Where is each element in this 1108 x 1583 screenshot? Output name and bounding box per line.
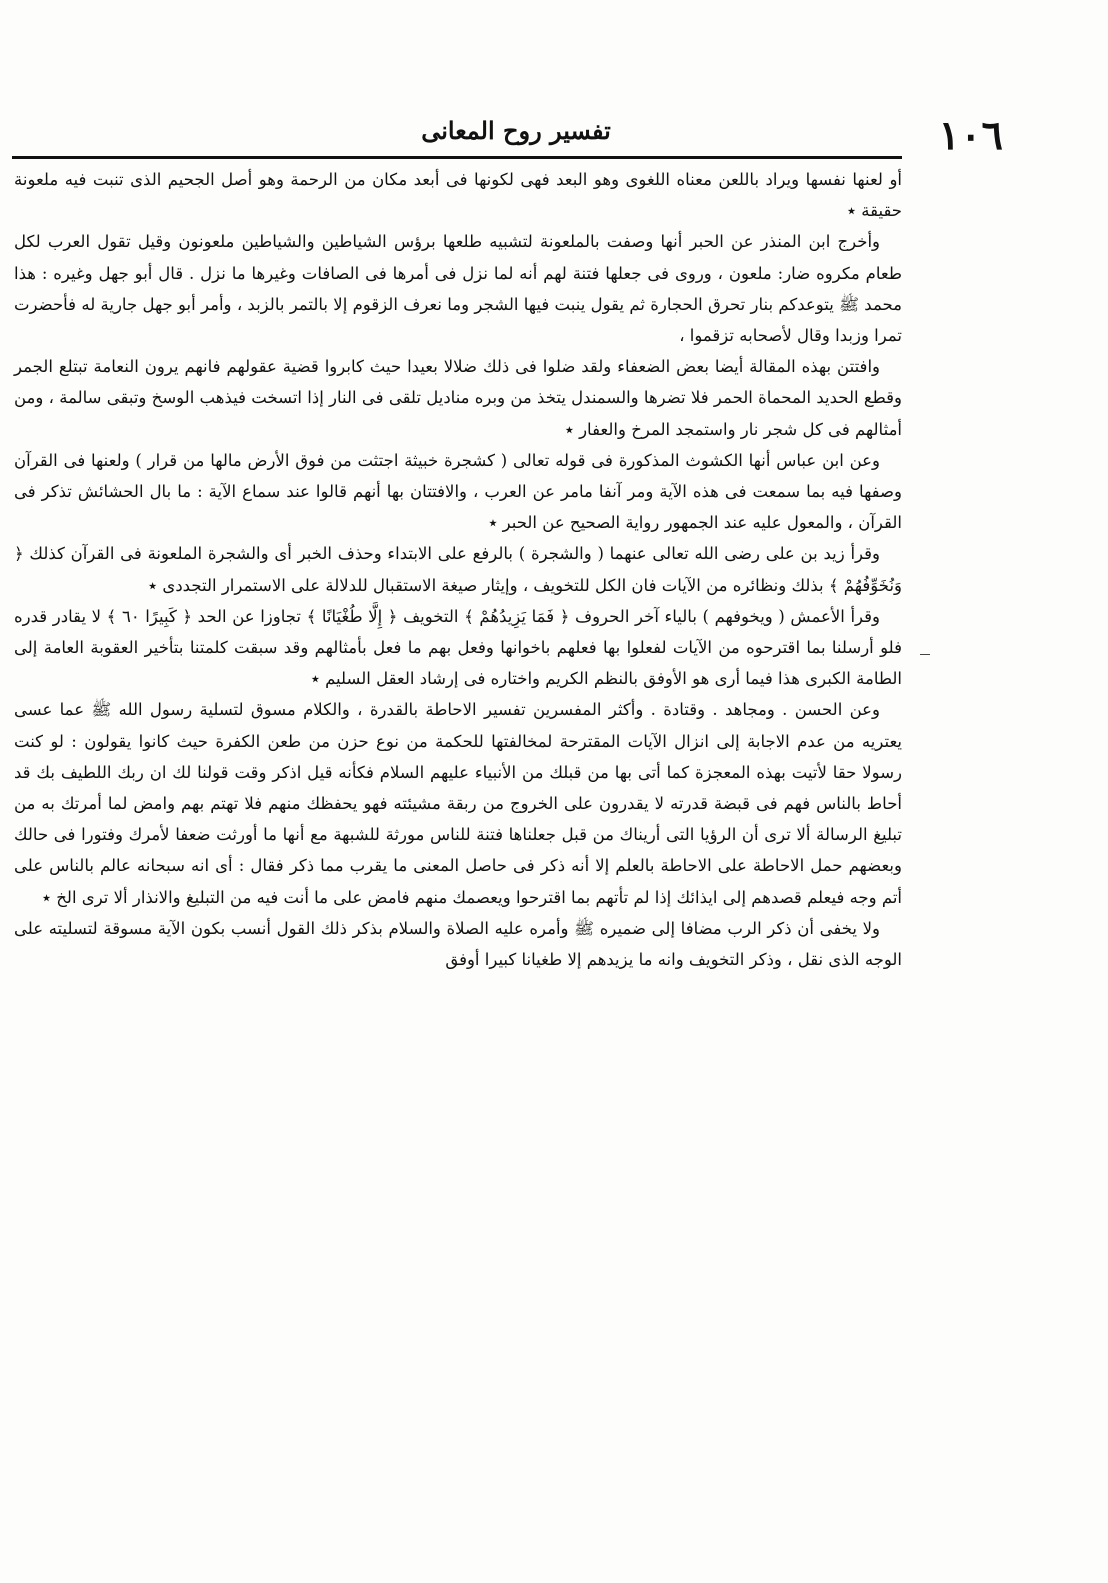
paragraph-1: أو لعنها نفسها ويراد باللعن معناه اللغوى وهو البعد فهى لكونها فى أبعد مكان من الرحمة وهو أصل الجحيم الذى تنبت فيه ملعونة حقيقة ٭ [14,170,902,221]
header-rule [12,156,902,159]
page-header [124,108,1003,159]
paragraph-3: وافتتن بهذه المقالة أيضا بعض الضعفاء ولقد ضلوا فى ذلك ضلالا بعيدا حيث كابروا قضية عقولهم فانهم يرون النعامة تبتلع الجمر وقطع الحديد المحماة الحمر فلا تضرها والسمندل يتخذ من وبره مناديل تلقى فى النار إذا اتسخت فيذهب الوسخ وتبقى سالمة ، ومن أمثالهم فى كل شجر نار واستمجد المرخ والعفار ٭ [14,357,902,439]
paragraph-7: وعن الحسن . ومجاهد . وقتادة . وأكثر المفسرين تفسير الاحاطة بالقدرة ، والكلام مسوق لتسلية رسول الله ﷺ عما عسى يعتريه من عدم الاجابة إلى انزال الآيات المقترحة لمخالفتها للحكمة من نوع حزن من طعن الكفرة حيث كانوا يقولون : لو كنت رسولا حقا لأتيت بهذه المعجزة كما أتى بها من قبلك من الأنبياء عليهم السلام فكأنه قيل اذكر وقت قولنا لك ان ربك اللطيف بك قد أحاط بالناس فهم فى قبضة قدرته لا يقدرون على الخروج من ربقة مشيئته فهو يحفظك منهم فلا تهتم بهم وامض لما أمرتك به من تبليغ الرسالة ألا ترى أن الرؤيا التى أريناك من قبل جعلناها فتنة للناس مورثة للشبهة مع أنها ما أورثت ضعفا لأمرك وفتورا فى حالك وبعضهم حمل الاحاطة على الاحاطة بالعلم إلا أنه ذكر فى حاصل المعنى ما يقرب مما ذكر فقال : أى انه سبحانه عالم بالناس على أتم وجه فيعلم قصدهم إلى ايذائك إذا لم تأتهم بما اقترحوا ويعصمك منهم فامض على ما أنت فيه من التبليغ والانذار ألا ترى الخ ٭ [14,700,902,907]
paragraph-6: وقرأ الأعمش ( ويخوفهم ) بالياء آخر الحروف ﴿ فَمَا يَزِيدُهُمْ ﴾ التخويف ﴿ إِلَّا طُغْيَانًا ﴾ تجاوزا عن الحد ﴿ كَبِيرًا ٦٠ ﴾ لا يقادر قدره فلو أرسلنا بما اقترحوه من الآيات لفعلوا بها فعلهم باخوانها وفعل بهم ما فعل بأمثالهم وقد سبقت كلمتنا بتأخير العقوبة العامة إلى الطامة الكبرى هذا فيما أرى هو الأوفق بالنظم الكريم واختاره فى إرشاد العقل السليم ٭ [14,606,902,689]
paragraph-5: وقرأ زيد بن على رضى الله تعالى عنهما ( والشجرة ) بالرفع على الابتداء وحذف الخبر أى والشجرة الملعونة فى القرآن كذلك ﴿ وَنُخَوِّفُهُمْ ﴾ بذلك ونظائره من الآيات فان الكل للتخويف ، وإيثار صيغة الاستقبال للدلالة على الاستمرار التجددى ٭ [14,544,902,595]
running-title: تفسير روح المعانى [421,116,611,145]
paragraph-8: ولا يخفى أن ذكر الرب مضافا إلى ضميره ﷺ وأمره عليه الصلاة والسلام بذكر ذلك القول أنسب بكون الآية مسوقة لتسليته على الوجه الذى نقل ، وذكر التخويف وانه ما يزيدهم إلا طغيانا كبيرا أوفق [14,918,902,970]
paragraph-4: وعن ابن عباس أنها الكشوث المذكورة فى قوله تعالى ( كشجرة خبيثة اجتثت من فوق الأرض مالها من قرار ) ولعنها فى القرآن وصفها فيه بما سمعت فى هذه الآية ومر آنفا مامر عن العرب ، والافتتان بها أنهم قالوا عند سماع الآية : ما بال الحشائش تذكر فى القرآن ، والمعول عليه عند الجمهور رواية الصحيح عن الحبر ٭ [14,450,902,533]
paragraph-2: وأخرج ابن المنذر عن الحبر أنها وصفت بالملعونة لتشبيه طلعها برؤس الشياطين والشياطين ملعونون وقيل تقول العرب لكل طعام مكروه ضار: ملعون ، وروى فى جعلها فتنة لهم أنه لما نزل فى أمرها فى الصافات وغيرها ما نزل . قال أبو جهل وغيره : هذا محمد ﷺ يتوعدكم بنار تحرق الحجارة ثم يقول ينبت فيها الشجر وما نعرف الزقوم إلا بالتمر بالزبد ، وأمر أبو جهل جارية له فأحضرت تمرا وزبدا وقال لأصحابه تزقموا ، [14,232,902,346]
page-number: ١٠٦ [938,112,1003,159]
body-text [14,164,902,975]
margin-mark [920,654,930,655]
